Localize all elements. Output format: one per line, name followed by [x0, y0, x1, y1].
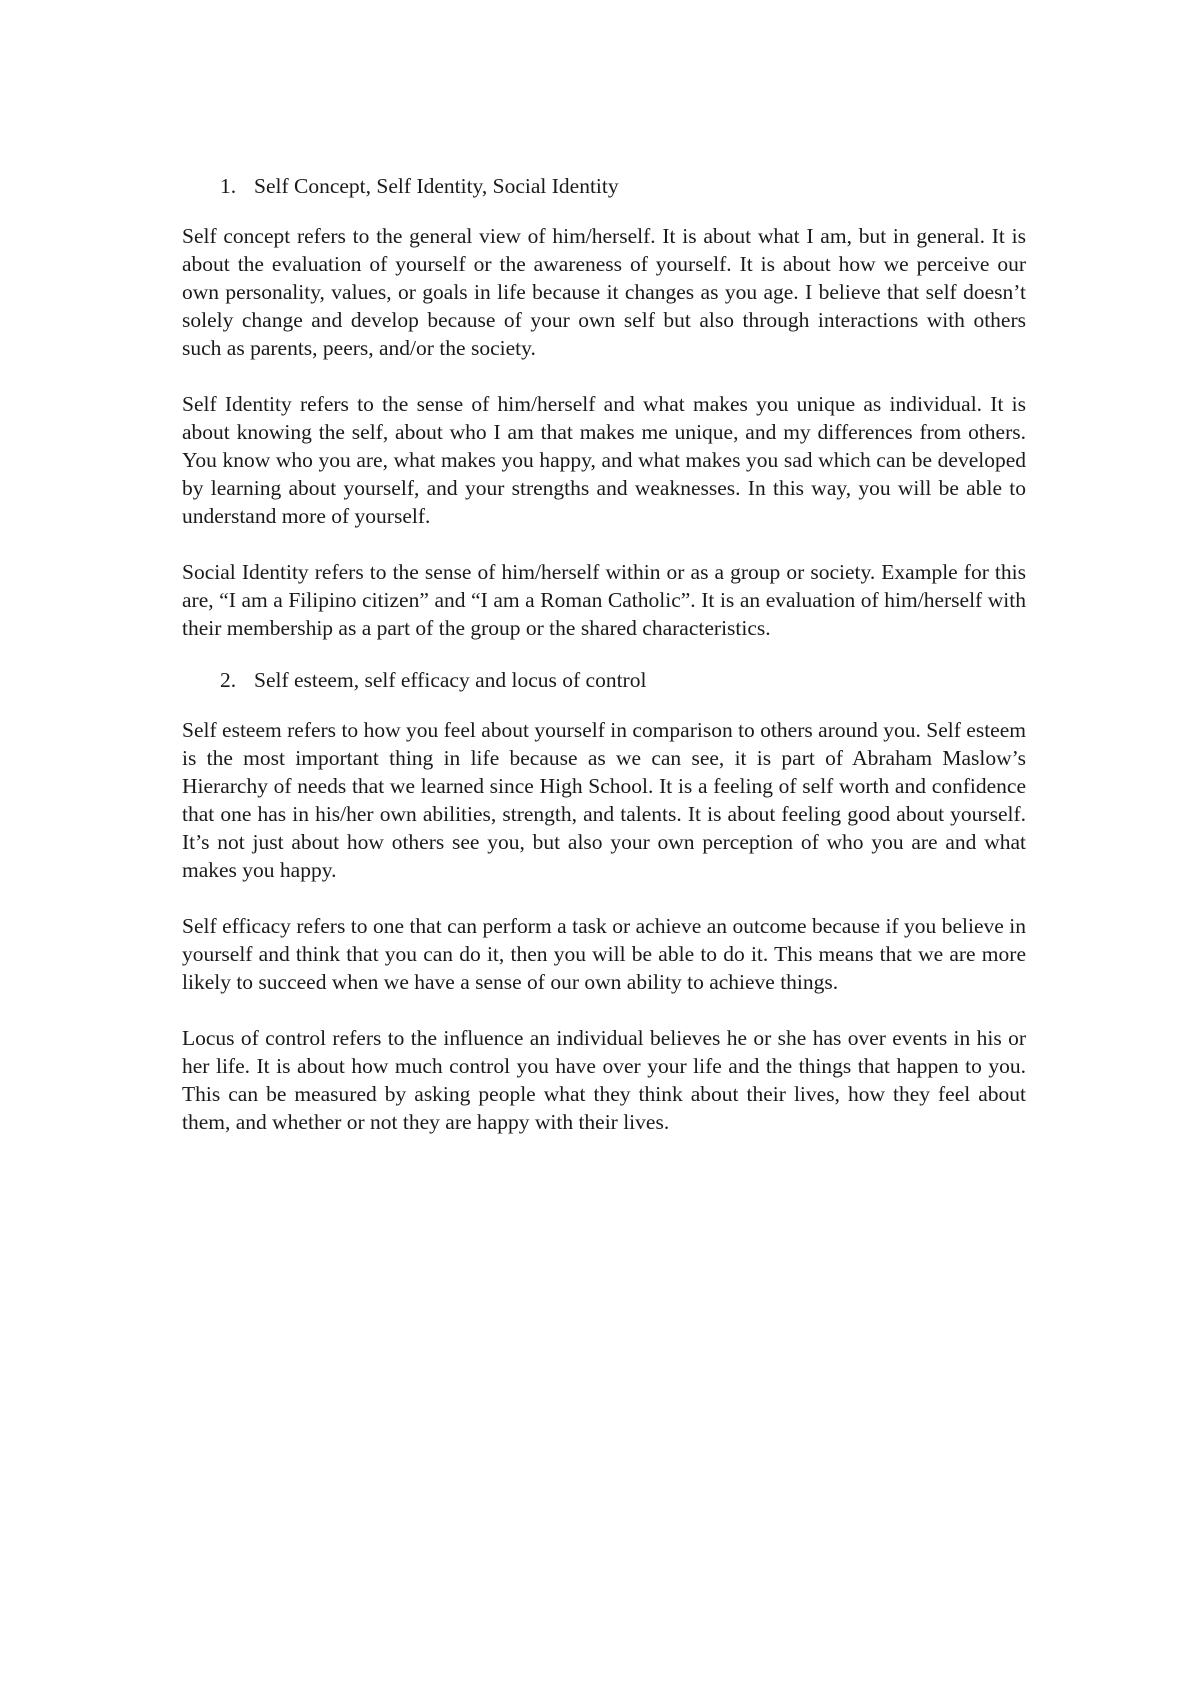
- paragraph-self-concept: Self concept refers to the general view of him/herself. It is about what I am, but in general. It is about the evaluation of yourself or the awareness of yourself. It is about how we perceive our own personality, values, or goals in life because it changes as you age. I believe that self doesn’t solely change and develop because of your own self but also through interactions with others such as parents, peers, and/or the society.: [182, 224, 1026, 360]
- section-title: Self Concept, Self Identity, Social Identity: [254, 174, 619, 198]
- section-title: Self esteem, self efficacy and locus of control: [254, 668, 647, 692]
- paragraph-self-efficacy: Self efficacy refers to one that can perform a task or achieve an outcome because if you believe in yourself and think that you can do it, then you will be able to do it. This means that we are more likely to succeed when we have a sense of our own ability to achieve things.: [182, 914, 1026, 994]
- section-heading-1: [182, 172, 1026, 200]
- paragraph-self-identity: Self Identity refers to the sense of him/herself and what makes you unique as individual. It is about knowing the self, about who I am that makes me unique, and my differences from others. You know who you are, what makes you happy, and what makes you sad which can be developed by learning about yourself, and your strengths and weaknesses. In this way, you will be able to understand more of yourself.: [182, 392, 1026, 528]
- paragraph-social-identity: Social Identity refers to the sense of him/herself within or as a group or society. Example for this are, “I am a Filipino citizen” and “I am a Roman Catholic”. It is an evaluation of him/herself with their membership as a part of the group or the shared characteristics.: [182, 560, 1026, 640]
- paragraph-locus-of-control: Locus of control refers to the influence an individual believes he or she has over events in his or her life. It is about how much control you have over your life and the things that happen to you. This can be measured by asking people what they think about their lives, how they feel about them, and whether or not they are happy with their lives.: [182, 1026, 1026, 1134]
- section-number: 2.: [220, 668, 237, 692]
- section-heading-2: [182, 666, 1026, 694]
- paragraph-self-esteem: Self esteem refers to how you feel about yourself in comparison to others around you. Self esteem is the most important thing in life because as we can see, it is part of Abraham Maslow’s Hierarchy of needs that we learned since High School. It is a feeling of self worth and confidence that one has in his/her own abilities, strength, and talents. It is about feeling good about yourself. It’s not just about how others see you, but also your own perception of who you are and what makes you happy.: [182, 718, 1026, 882]
- document-body: [182, 172, 1026, 1164]
- section-number: 1.: [220, 174, 237, 198]
